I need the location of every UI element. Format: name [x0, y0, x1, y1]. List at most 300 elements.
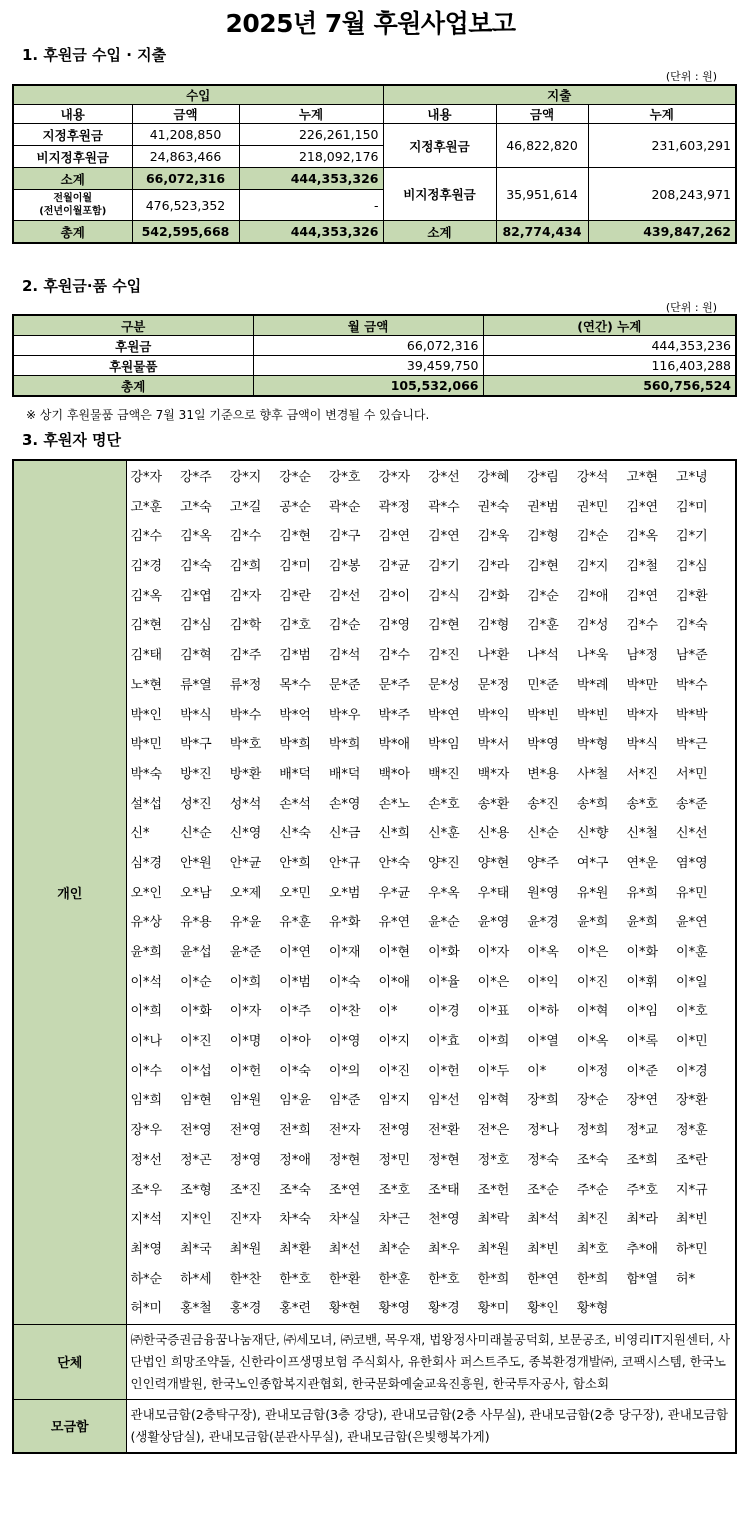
donor-name: 이*효	[428, 1034, 460, 1050]
donor-name: 신*순	[527, 826, 559, 842]
donor-name: 우*옥	[428, 885, 460, 901]
donor-name: 유*상	[130, 915, 163, 931]
donor-name: 전*영	[378, 1123, 411, 1139]
col-item: 내용	[13, 105, 132, 124]
donor-name: 최*환	[279, 1241, 311, 1257]
table-cell: 총계	[13, 221, 132, 244]
donor-name: 홍*경	[229, 1301, 262, 1317]
donor-name: 김*순	[527, 588, 559, 604]
donor-name: 김*철	[626, 559, 659, 575]
table-cell: 35,951,614	[496, 168, 588, 221]
donor-name: 김*태	[130, 648, 163, 664]
donor-name: 이*헌	[428, 1063, 460, 1079]
individual-names-grid	[127, 461, 736, 1324]
donor-name: 최*락	[477, 1212, 510, 1228]
donor-name: 유*화	[328, 915, 361, 931]
donor-name: 김*성	[576, 618, 609, 634]
donor-name: 조*헌	[477, 1182, 510, 1198]
donor-name: 손*석	[279, 796, 311, 812]
donor-name: 한*연	[527, 1271, 559, 1287]
donor-name: 신*선	[676, 826, 708, 842]
section3-heading: 3. 후원자 명단	[22, 431, 122, 449]
donor-name: 양*현	[477, 855, 510, 871]
donor-name: 이*옥	[576, 1034, 609, 1050]
col-amount: 금액	[496, 105, 588, 124]
donor-name: 이*정	[576, 1063, 609, 1079]
donor-name: 지*인	[180, 1212, 212, 1228]
donor-name: 김*형	[477, 618, 510, 634]
donor-name: 조*희	[626, 1152, 659, 1168]
donor-name: 신*	[130, 826, 150, 842]
donor-name: 박*수	[676, 677, 708, 693]
donor-name: 김*선	[328, 588, 361, 604]
donor-name: 목*수	[279, 677, 311, 693]
donor-name: 한*찬	[229, 1271, 262, 1287]
donor-name: 이*열	[527, 1034, 559, 1050]
donor-name: 신*숙	[279, 826, 311, 842]
donor-name: 오*범	[328, 885, 361, 901]
donor-name: 송*희	[576, 796, 609, 812]
donor-name: 김*연	[626, 499, 659, 515]
donor-name: 김*라	[477, 559, 510, 575]
table-cell: 비지정후원금	[13, 146, 132, 168]
donor-name: 허*미	[130, 1301, 163, 1317]
donor-name: 변*용	[527, 766, 559, 782]
donor-name: 김*구	[328, 529, 361, 545]
table-cell: 476,523,352	[132, 190, 239, 221]
donor-name: 안*원	[180, 855, 212, 871]
donor-name: 성*진	[180, 796, 212, 812]
donor-name: 이*익	[527, 974, 559, 990]
donor-name: 김*희	[229, 559, 262, 575]
donor-name: 임*원	[229, 1093, 262, 1109]
table-cell: 116,403,288	[483, 356, 736, 376]
table-cell: 105,532,066	[253, 376, 483, 397]
donor-name: 최*석	[527, 1212, 559, 1228]
donor-name: 김*학	[229, 618, 262, 634]
donor-name: 차*근	[378, 1212, 411, 1228]
section1-heading: 1. 후원금 수입 · 지출	[22, 46, 167, 64]
donor-name: 이*지	[378, 1034, 411, 1050]
donor-name: 최*국	[180, 1241, 212, 1257]
table-cell: 208,243,971	[588, 168, 736, 221]
table-cell: 444,353,326	[239, 221, 383, 244]
donor-name: 이*숙	[279, 1063, 311, 1079]
donor-name: 한*환	[328, 1271, 361, 1287]
donor-name: 김*경	[130, 559, 163, 575]
income-expense-table	[12, 84, 737, 244]
donor-name: 김*옥	[180, 529, 212, 545]
donor-name: 이*호	[676, 1004, 708, 1020]
donor-name: 유*희	[626, 885, 659, 901]
donor-name: 김*미	[279, 559, 311, 575]
donor-name: 권*숙	[477, 499, 510, 515]
donor-name: 강*석	[576, 470, 609, 485]
donor-name: 김*욱	[477, 529, 510, 545]
table-cell: 46,822,820	[496, 124, 588, 168]
donor-name: 임*선	[428, 1093, 460, 1109]
donor-name: 박*희	[328, 737, 361, 753]
donor-name: 이*아	[279, 1034, 311, 1050]
donor-name: 이*경	[676, 1063, 708, 1079]
donor-name: 안*균	[229, 855, 262, 871]
donor-name: 송*진	[527, 796, 559, 812]
donor-name: 이*애	[378, 974, 411, 990]
donor-name: 김*연	[428, 529, 460, 545]
donor-name: 주*호	[626, 1182, 659, 1198]
table-cell: 비지정후원금	[383, 168, 496, 221]
table-cell: -	[239, 190, 383, 221]
donor-name: 전*자	[328, 1123, 361, 1139]
table-cell: 82,774,434	[496, 221, 588, 244]
donor-name: 하*세	[180, 1271, 212, 1287]
donor-name: 정*민	[378, 1152, 411, 1168]
carryover-line1: 전월이월	[53, 193, 93, 204]
donor-name: 이*혁	[576, 1004, 609, 1020]
col-cumulative: 누계	[239, 105, 383, 124]
box-label: 모금함	[13, 1399, 126, 1453]
donor-name: 김*현	[279, 529, 311, 545]
table-cell: 소계	[383, 221, 496, 244]
donor-name: 추*애	[626, 1241, 659, 1257]
donor-name: 신*철	[626, 826, 659, 842]
donor-name: 최*우	[428, 1241, 460, 1257]
table-cell	[13, 190, 132, 221]
col-cumulative: (연간) 누계	[483, 315, 736, 336]
donor-name: 한*호	[428, 1271, 460, 1287]
donor-name: 배*덕	[279, 766, 311, 782]
donor-name: 유*윤	[229, 915, 262, 931]
donor-name: 김*심	[180, 618, 212, 634]
donor-name: 정*나	[527, 1123, 559, 1139]
donor-name: 김*혁	[180, 648, 212, 664]
donor-name: 원*영	[527, 885, 559, 901]
donor-name: 류*정	[229, 677, 262, 693]
donor-name: 주*순	[576, 1182, 609, 1198]
donor-name: 황*현	[328, 1301, 361, 1317]
donor-name: 홍*철	[180, 1301, 212, 1317]
donor-name: 한*희	[576, 1271, 609, 1287]
donor-name: 조*진	[229, 1182, 262, 1198]
donor-name: 백*진	[428, 766, 460, 782]
donor-name: 최*진	[576, 1212, 609, 1228]
donor-name: 오*인	[130, 885, 163, 901]
donor-name: 남*정	[626, 648, 659, 664]
donor-name: 하*민	[676, 1241, 708, 1257]
donor-name: 남*준	[676, 648, 708, 664]
table-cell: 소계	[13, 168, 132, 190]
donor-name: 박*영	[527, 737, 559, 753]
donor-name: 김*옥	[130, 588, 163, 604]
donor-name: 이*휘	[626, 974, 659, 990]
donor-name: 김*식	[428, 588, 460, 604]
donor-name: 한*희	[477, 1271, 510, 1287]
donor-name: 신*희	[378, 826, 411, 842]
table-cell: 542,595,668	[132, 221, 239, 244]
table-cell: 후원금	[13, 336, 253, 356]
donor-name: 이*준	[626, 1063, 659, 1079]
donor-name: 이*표	[477, 1004, 510, 1020]
donor-name: 최*선	[328, 1241, 361, 1257]
donor-name: 이*경	[428, 1004, 460, 1020]
table-cell: 39,459,750	[253, 356, 483, 376]
donor-name: 박*연	[428, 707, 460, 723]
table-cell: 218,092,176	[239, 146, 383, 168]
donor-name: 고*숙	[180, 499, 212, 515]
table-cell: 66,072,316	[132, 168, 239, 190]
donor-name: 장*순	[576, 1093, 609, 1109]
donor-name: 한*호	[279, 1271, 311, 1287]
donor-name: 민*준	[527, 677, 559, 693]
donor-name: 천*영	[428, 1212, 460, 1228]
donor-name: 이*순	[180, 974, 212, 990]
donor-name: 박*빈	[527, 707, 559, 723]
donor-name: 이*재	[328, 945, 361, 960]
donor-name: 강*혜	[477, 470, 510, 485]
donor-name: 손*영	[328, 796, 361, 812]
donor-name: 이*범	[279, 974, 311, 990]
donor-name: 김*순	[328, 618, 361, 634]
donor-name: 유*연	[378, 915, 411, 931]
donor-name: 손*호	[428, 796, 460, 812]
table-cell: 66,072,316	[253, 336, 483, 356]
donor-name: 김*미	[676, 499, 708, 515]
donor-name: 강*순	[279, 470, 311, 485]
donor-name: 이*화	[428, 945, 460, 960]
donor-name: 박*자	[626, 707, 659, 723]
donor-name: 황*미	[477, 1301, 510, 1317]
donor-name: 이*록	[626, 1034, 659, 1050]
donor-name: 최*영	[130, 1241, 163, 1257]
donor-name: 김*연	[626, 588, 659, 604]
table-cell: 총계	[13, 376, 253, 397]
donor-name: 윤*희	[626, 915, 659, 931]
table-cell: 560,756,524	[483, 376, 736, 397]
donor-name: 정*희	[576, 1123, 609, 1139]
donor-name: 안*규	[328, 855, 361, 871]
donor-name: 이*섭	[180, 1063, 212, 1079]
donor-name: 전*영	[229, 1123, 262, 1139]
donor-name: 박*애	[378, 737, 411, 753]
donor-name: 박*례	[576, 677, 609, 693]
donor-name: 이*진	[180, 1034, 212, 1050]
donor-name: 강*림	[527, 470, 559, 485]
donor-name: 강*자	[130, 470, 163, 485]
donor-name: 정*현	[328, 1152, 361, 1168]
donor-name: 김*균	[378, 559, 411, 575]
donor-name: 박*근	[676, 737, 708, 753]
donor-name: 곽*순	[328, 499, 361, 515]
donor-name: 신*향	[576, 826, 609, 842]
donor-name: 노*현	[130, 677, 163, 693]
donor-name: 홍*련	[279, 1301, 311, 1317]
donor-name: 김*수	[626, 618, 659, 634]
donor-name: 곽*정	[378, 499, 411, 515]
group-names: ㈜한국증권금융꿈나눔재단, ㈜세모녀, ㈜코밴, 목우재, 법왕정사미래불공덕회, 보문공조, 비영리IT지원센터, 사단법인 희망조약돌, 신한라이프생명보험 주식회사, 유한회사 퍼스트주도, 종복환경개발㈜, 코팩시스템, 한국노인인력개발원, 한국노인종합복지관협회, 한국문화예술교육진흥원, 한국투자공사, 함소회	[126, 1324, 736, 1399]
donor-name: 송*환	[477, 796, 510, 812]
donor-name: 김*현	[527, 559, 559, 575]
donor-name: 조*호	[378, 1182, 411, 1198]
donor-name: 이*석	[130, 974, 163, 990]
donor-name: 임*혁	[477, 1093, 510, 1109]
donor-name: 고*길	[229, 499, 262, 515]
donor-name: 이*임	[626, 1004, 659, 1020]
donor-name: 최*라	[626, 1212, 659, 1228]
donor-name: 이*희	[477, 1034, 510, 1050]
donor-name: 오*제	[229, 885, 262, 901]
table-cell: 439,847,262	[588, 221, 736, 244]
donor-name: 김*순	[576, 529, 609, 545]
donor-name: 정*훈	[676, 1123, 708, 1139]
donor-name: 윤*희	[576, 915, 609, 931]
donor-name: 김*란	[279, 588, 311, 604]
donor-name: 이*진	[576, 974, 609, 990]
donor-name: 김*현	[130, 618, 163, 634]
donor-name: 우*균	[378, 885, 411, 901]
donor-name: 김*자	[229, 588, 262, 604]
donor-name: 윤*순	[428, 915, 460, 931]
donor-name: 이*희	[229, 974, 262, 990]
donor-name: 신*훈	[428, 826, 460, 842]
donor-name: 송*호	[626, 796, 659, 812]
donor-name: 차*실	[328, 1212, 361, 1228]
donor-name: 문*주	[378, 677, 411, 693]
donor-name: 조*연	[328, 1182, 361, 1198]
donor-name: 설*섭	[130, 796, 163, 812]
expense-header: 지출	[383, 85, 736, 105]
donor-name: 강*지	[229, 470, 262, 485]
donor-name: 최*빈	[527, 1241, 559, 1257]
donor-name: 전*영	[180, 1123, 212, 1139]
donor-name: 김*숙	[676, 618, 708, 634]
donor-name: 이*영	[328, 1034, 361, 1050]
donor-name: 김*석	[328, 648, 361, 664]
donor-name: 김*형	[527, 529, 559, 545]
donor-name: 김*현	[428, 618, 460, 634]
donor-name: 이*은	[576, 945, 609, 960]
donor-name: 곽*수	[428, 499, 460, 515]
donor-name: 윤*희	[130, 945, 163, 960]
donor-name: 강*호	[328, 470, 361, 485]
donor-name: 고*녕	[676, 470, 708, 485]
donor-name: 조*란	[676, 1152, 708, 1168]
table-cell: 지정후원금	[383, 124, 496, 168]
donor-name: 우*태	[477, 885, 510, 901]
donor-name: 이*숙	[328, 974, 361, 990]
donor-name: 윤*연	[676, 915, 708, 931]
donor-name: 정*곤	[180, 1152, 212, 1168]
donor-name: 이*찬	[328, 1004, 361, 1020]
donor-name: 최*호	[576, 1241, 609, 1257]
donor-name: 안*희	[279, 855, 311, 871]
table-cell: 24,863,466	[132, 146, 239, 168]
donor-name: 함*열	[626, 1271, 659, 1287]
donor-name: 방*환	[229, 766, 262, 782]
donor-name: 김*숙	[180, 559, 212, 575]
donor-name: 문*정	[477, 677, 510, 693]
donor-name: 박*수	[229, 707, 262, 723]
donor-name: 이*	[527, 1063, 547, 1079]
col-month: 월 금액	[253, 315, 483, 336]
donor-name: 이*헌	[229, 1063, 262, 1079]
donor-name: 장*희	[527, 1093, 559, 1109]
donor-name: 한*훈	[378, 1271, 411, 1287]
donor-name: 이*하	[527, 1004, 559, 1020]
section2-heading: 2. 후원금·품 수입	[22, 277, 142, 295]
table-cell: 41,208,850	[132, 124, 239, 146]
donor-name: 박*서	[477, 737, 510, 753]
table-cell: 226,261,150	[239, 124, 383, 146]
col-item: 내용	[383, 105, 496, 124]
donor-name: 손*노	[378, 796, 411, 812]
donor-name: 고*현	[626, 470, 659, 485]
donor-name: 이*옥	[527, 945, 559, 960]
donor-name: 정*선	[130, 1152, 163, 1168]
donor-name: 임*현	[180, 1093, 212, 1109]
donor-name: 황*인	[527, 1301, 559, 1317]
donor-name: 연*운	[626, 855, 659, 871]
donor-name: 전*은	[477, 1123, 510, 1139]
table-cell: 231,603,291	[588, 124, 736, 168]
donor-name: 전*환	[428, 1123, 460, 1139]
donor-name: 방*진	[180, 766, 212, 782]
section1-unit: (단위 : 원)	[665, 70, 717, 83]
donor-name: 김*연	[378, 529, 411, 545]
donor-name: 김*이	[378, 588, 411, 604]
donor-name: 김*범	[279, 648, 311, 664]
donor-name: 박*숙	[130, 766, 163, 782]
donor-name: 이*일	[676, 974, 708, 990]
footnote: ※ 상기 후원물품 금액은 7월 31일 기준으로 향후 금액이 변경될 수 있습니다.	[26, 408, 430, 422]
col-amount: 금액	[132, 105, 239, 124]
donor-name: 차*숙	[279, 1212, 311, 1228]
donor-name: 조*형	[180, 1182, 212, 1198]
donor-name: 유*민	[676, 885, 708, 901]
donor-name: 성*석	[229, 796, 262, 812]
donor-name: 최*순	[378, 1241, 411, 1257]
donor-name: 양*주	[527, 855, 559, 871]
table-cell: 후원물품	[13, 356, 253, 376]
donor-name: 신*영	[229, 826, 262, 842]
donor-name: 오*남	[180, 885, 212, 901]
donor-name: 김*심	[676, 559, 708, 575]
donor-name: 나*욱	[576, 648, 609, 664]
donor-name: 임*희	[130, 1093, 163, 1109]
donor-name: 이*진	[378, 1063, 411, 1079]
donor-name: 이*주	[279, 1004, 311, 1020]
table-cell: 444,353,236	[483, 336, 736, 356]
donor-name: 최*빈	[676, 1212, 708, 1228]
donor-name: 이*민	[676, 1034, 708, 1050]
donor-name: 임*윤	[279, 1093, 311, 1109]
donor-name: 박*박	[676, 707, 708, 723]
donor-name: 고*훈	[130, 499, 163, 515]
donor-name: 진*자	[229, 1212, 262, 1228]
donor-name: 조*우	[130, 1182, 163, 1198]
donor-name: 황*영	[378, 1301, 411, 1317]
donor-name: 이*명	[229, 1034, 262, 1050]
donor-name: 송*준	[676, 796, 708, 812]
donor-name: 권*범	[527, 499, 559, 515]
donor-name: 김*훈	[527, 618, 559, 634]
donor-name: 김*기	[428, 559, 460, 575]
donor-name: 염*영	[676, 855, 708, 871]
donor-name: 정*애	[279, 1152, 311, 1168]
donor-name: 강*자	[378, 470, 411, 485]
donor-list-table	[12, 459, 737, 1454]
donor-name: 지*석	[130, 1212, 163, 1228]
donor-name: 신*순	[180, 826, 212, 842]
